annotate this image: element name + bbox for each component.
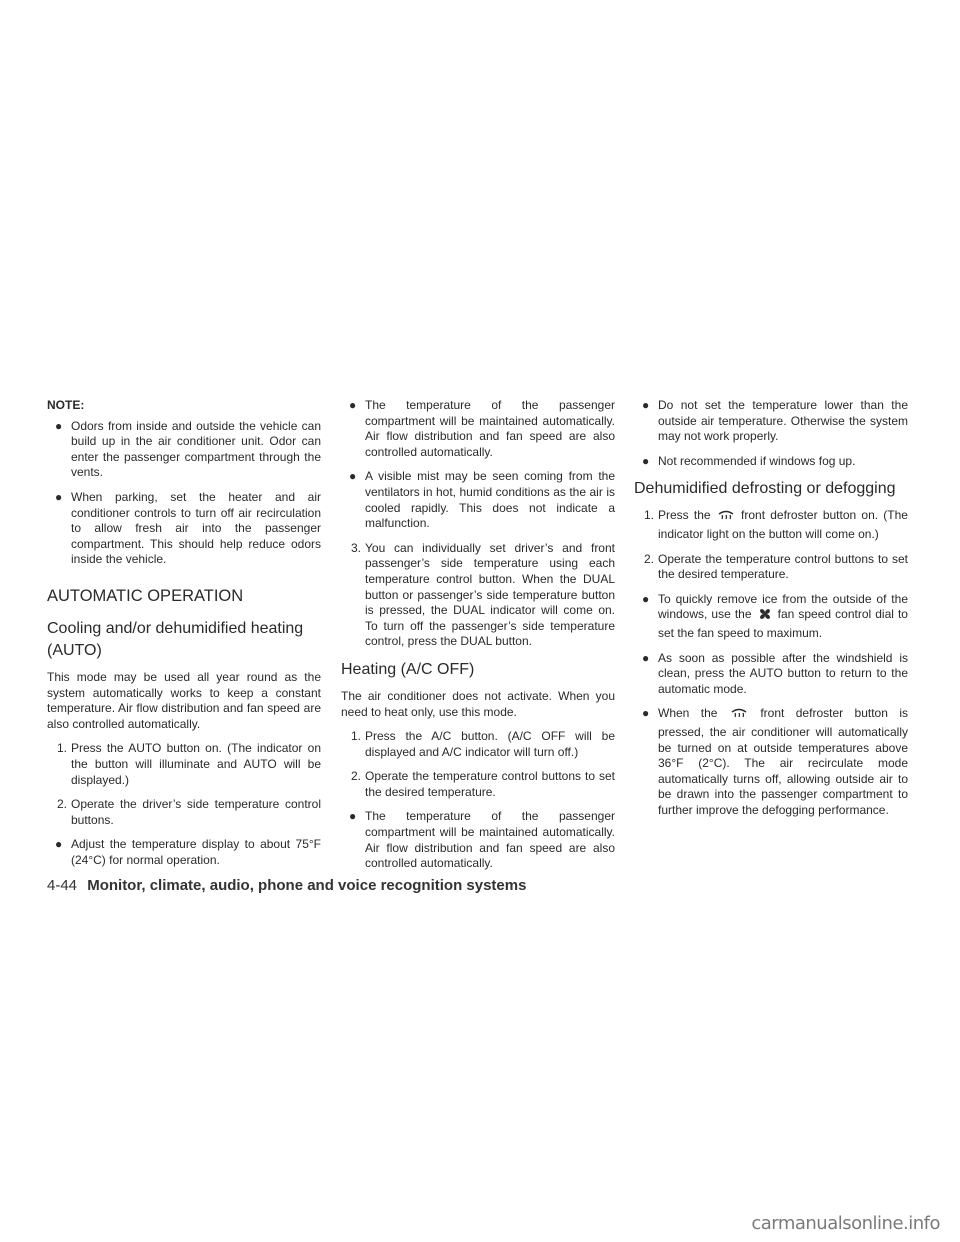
step-text: Operate the temperature control buttons to set the desired temperature. — [365, 769, 615, 799]
bullet-text: As soon as possible after the windshield is clean, press the AUTO button to return to the automatic mode. — [658, 650, 908, 696]
bullet-dot: ● — [349, 469, 357, 484]
step-item — [341, 729, 615, 760]
bullet-text: Do not set the temperature lower than the outside air temperature. Otherwise the system may not work properly. — [658, 398, 908, 444]
bullet-text: The temperature of the passenger compartment will be maintained automatically. Air flow distribution and fan speed are also controlled automatically. — [365, 809, 615, 871]
column-right — [634, 398, 908, 827]
step-number: 2. — [56, 797, 67, 812]
cooling-intro: This mode may be used all year round as the system automatically works to keep a constant temperature. Air flow distribution and fan speed are also controlled automatically. — [47, 669, 321, 731]
step-number: 3. — [350, 540, 361, 555]
bullet-text-after: front defroster button is pressed, the air conditioner will automatically be turned on at outside temperatures above 36°F (2°C). The air recirculate mode automatically turns off, allowing outside air to be drawn into the passenger compartment to further improve the defogging performance. — [658, 706, 908, 817]
heating-intro: The air conditioner does not activate. When you need to heat only, use this mode. — [341, 688, 615, 719]
step-number: 1. — [350, 729, 361, 744]
column-middle — [341, 398, 615, 881]
bullet-dot: ● — [642, 453, 650, 468]
bullet-text: Adjust the temperature display to about 75°F (24°C) for normal operation. — [71, 837, 321, 867]
step-text: Operate the temperature control buttons to set the desired temperature. — [658, 551, 908, 582]
note-bullet-text: Odors from inside and outside the vehicle can build up in the air conditioner unit. Odor can enter the passenger compartment through the vents. — [71, 418, 321, 480]
step-item — [634, 552, 908, 583]
bullet-item — [634, 398, 908, 445]
bullet-dot: ● — [642, 591, 650, 606]
step-number: 2. — [643, 551, 654, 566]
bullet-text: The temperature of the passenger compartment will be maintained automatically. Air flow distribution and fan speed are also controlled automatically. — [365, 398, 615, 459]
step-number: 1. — [643, 508, 654, 523]
watermark-bar — [0, 1205, 960, 1242]
bullet-dot: ● — [642, 706, 650, 721]
page-number: 4-44 — [47, 877, 78, 894]
bullet-text-before: When the — [658, 706, 718, 721]
note-label: NOTE: — [47, 398, 85, 412]
section-title: Monitor, climate, audio, phone and voice recognition systems — [87, 877, 527, 894]
bullet-text: Not recommended if windows fog up. — [658, 453, 856, 468]
step-item — [47, 741, 321, 788]
note-bullet — [47, 490, 321, 568]
bullet-dot: ● — [349, 809, 357, 824]
page-footer — [47, 877, 526, 894]
heading-heating: Heating (A/C OFF) — [341, 660, 475, 678]
heading-defrosting: Dehumidified defrosting or defogging — [634, 480, 896, 498]
bullet-text: A visible mist may be seen coming from the ventilators in hot, humid conditions as the air is cooled rapidly. This does not indicate a malfunction. — [365, 469, 615, 531]
bullet-text-before: To quickly remove ice from the outside of the windows, use the — [658, 591, 908, 622]
watermark-text: carmanualsonline.info — [751, 1213, 940, 1234]
step-item — [634, 508, 908, 542]
bullet-dot: ● — [55, 489, 63, 504]
front-defroster-icon — [718, 508, 734, 527]
step-number: 1. — [56, 741, 67, 756]
step-text-before: Press the — [658, 508, 711, 523]
step-text: Operate the driver’s side temperature control buttons. — [71, 797, 321, 827]
bullet-dot: ● — [349, 398, 357, 412]
step-text: Press the A/C button. (A/C OFF will be displayed and A/C indicator will turn off.) — [365, 729, 615, 759]
bullet-text-after: fan speed control dial to set the fan speed to maximum. — [658, 607, 908, 640]
note-bullet — [47, 419, 321, 481]
bullet-item — [634, 592, 908, 642]
bullet-item — [47, 837, 321, 868]
note-bullet-text: When parking, set the heater and air conditioner controls to turn off air recirculation to allow fresh air into the passenger compartment. This should help reduce odors inside the vehicle. — [71, 489, 321, 567]
bullet-item — [341, 398, 615, 460]
step-item — [341, 769, 615, 800]
heading-cooling: Cooling and/or dehumidified heating (AUTO) — [47, 619, 304, 659]
bullet-dot: ● — [642, 398, 650, 412]
step-text: Press the AUTO button on. (The indicator on the button will illuminate and AUTO will be displayed.) — [71, 741, 321, 787]
step-text: You can individually set driver’s and front passenger’s side temperature using each temperature control button. When the DUAL button or passenger’s side temperature button is pressed, the DUAL indicator will come on. To turn off the passenger’s side temperature control, press the DUAL button. — [365, 540, 615, 649]
heading-automatic-operation: AUTOMATIC OPERATION — [47, 586, 244, 605]
bullet-item — [634, 651, 908, 698]
step-item — [341, 541, 615, 650]
step-text-after: front defroster button on. (The indicator light on the button will come on.) — [658, 508, 908, 541]
step-item — [47, 797, 321, 828]
bullet-item — [634, 706, 908, 818]
step-number: 2. — [350, 769, 361, 784]
bullet-item — [341, 469, 615, 531]
front-defroster-icon — [731, 706, 747, 725]
column-left — [47, 398, 321, 877]
bullet-dot: ● — [55, 418, 63, 433]
fan-icon — [758, 607, 772, 626]
bullet-dot: ● — [642, 650, 650, 665]
bullet-item — [341, 809, 615, 871]
bullet-item — [634, 454, 908, 470]
bullet-dot: ● — [55, 837, 63, 852]
